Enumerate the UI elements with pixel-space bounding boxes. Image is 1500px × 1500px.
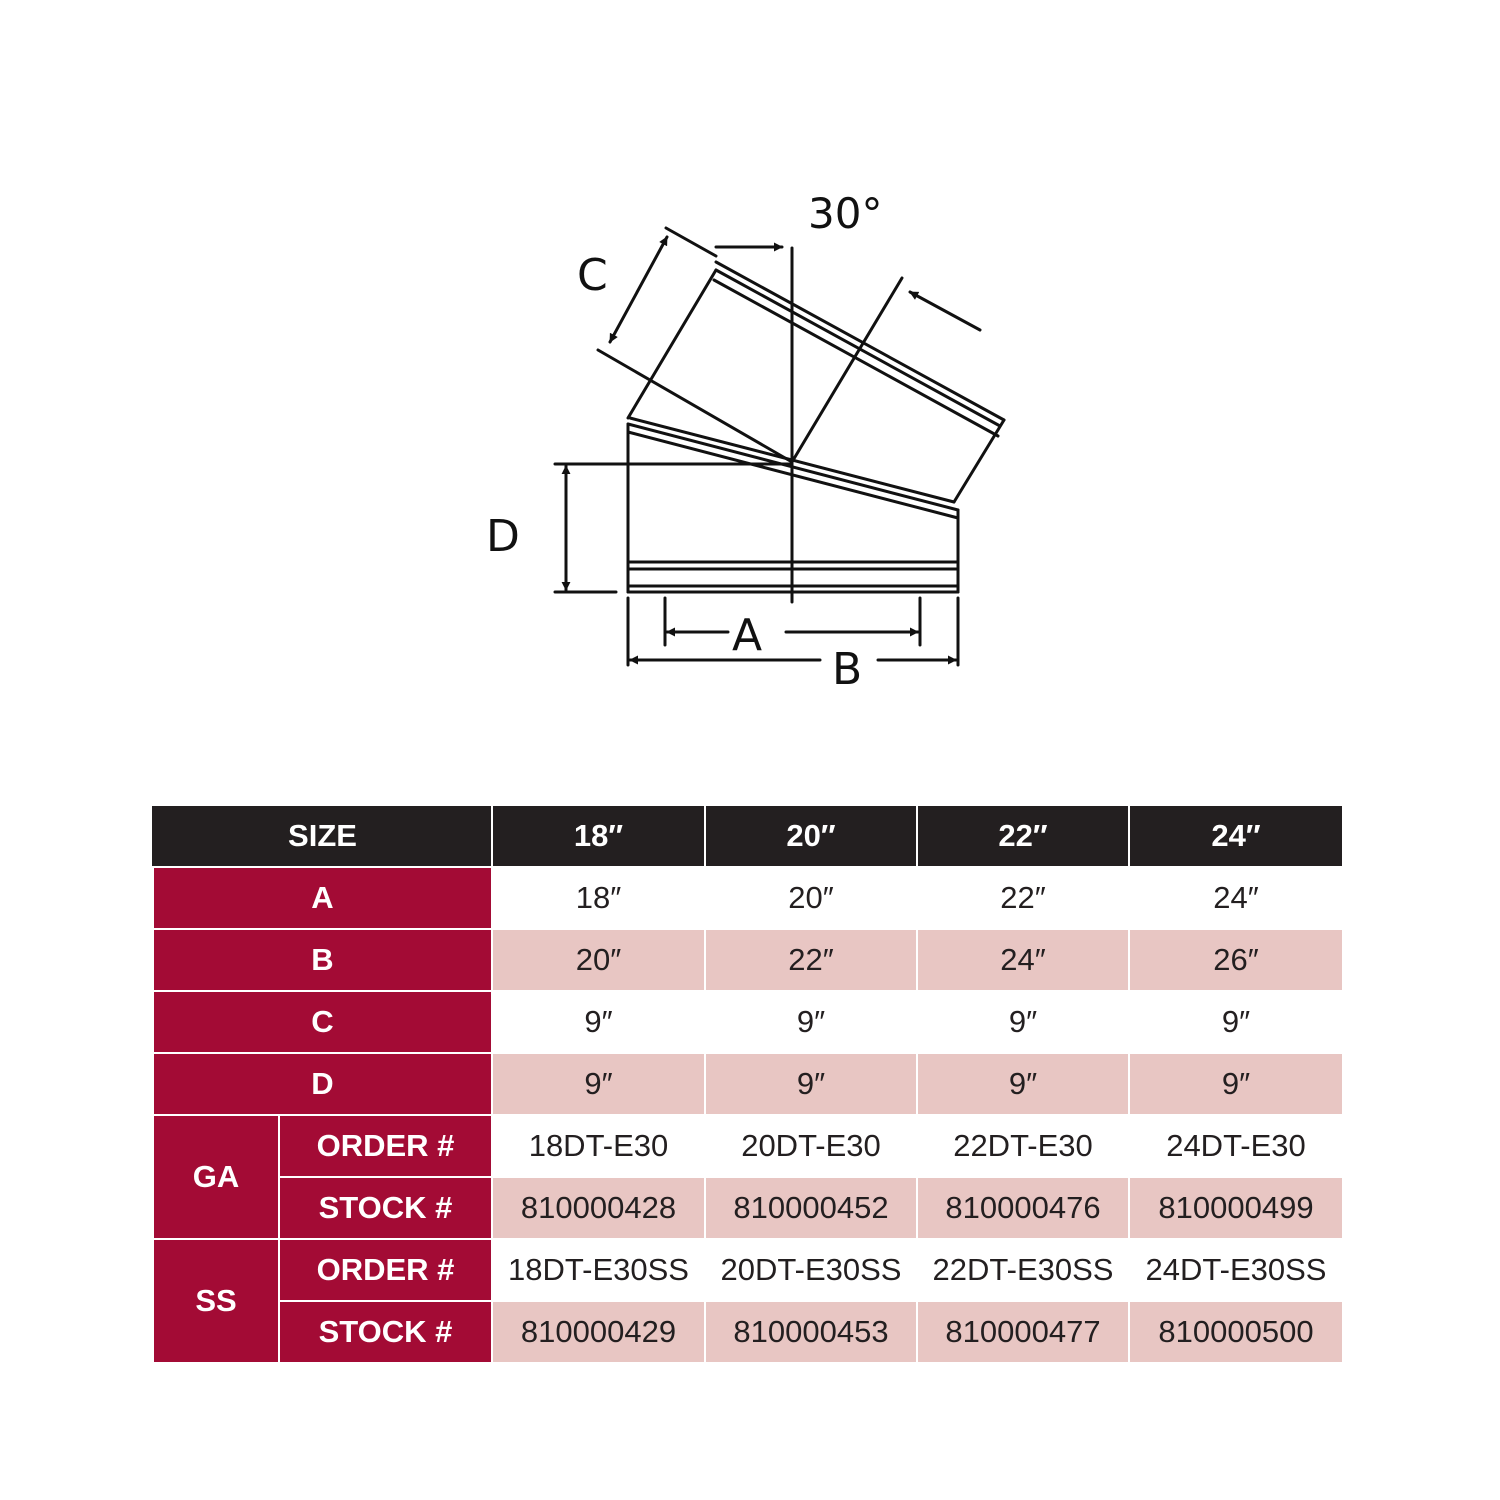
table-cell: 18DT-E30: [492, 1115, 705, 1177]
header-row: [153, 805, 1343, 867]
table-cell: 18DT-E30SS: [492, 1239, 705, 1301]
table-cell: 9″: [705, 991, 917, 1053]
angle-label: 30°: [808, 189, 883, 238]
table-cell: 9″: [1129, 991, 1343, 1053]
table-cell: 22DT-E30: [917, 1115, 1129, 1177]
table-cell: 18″: [492, 867, 705, 929]
table-row: [153, 929, 1343, 991]
row-label: ORDER #: [279, 1115, 492, 1177]
table-cell: 24DT-E30SS: [1129, 1239, 1343, 1301]
table-cell: 24″: [1129, 867, 1343, 929]
row-label: B: [153, 929, 492, 991]
size-header-cell: 18″: [492, 805, 705, 867]
group-label-ss: SS: [153, 1239, 279, 1363]
table-cell: 9″: [492, 1053, 705, 1115]
table-cell: 20DT-E30SS: [705, 1239, 917, 1301]
table-cell: 22DT-E30SS: [917, 1239, 1129, 1301]
table-cell: 22″: [917, 867, 1129, 929]
table-cell: 810000499: [1129, 1177, 1343, 1239]
table-cell: 810000477: [917, 1301, 1129, 1363]
angled-centerline: [792, 278, 902, 462]
table-cell: 9″: [705, 1053, 917, 1115]
a-label: A: [732, 610, 763, 661]
size-header-cell: 24″: [1129, 805, 1343, 867]
b-label: B: [832, 644, 863, 695]
table-cell: 20″: [492, 929, 705, 991]
row-label: D: [153, 1053, 492, 1115]
table-row: [153, 1053, 1343, 1115]
c-label: C: [577, 250, 608, 301]
row-label: STOCK #: [279, 1177, 492, 1239]
table-cell: 20DT-E30: [705, 1115, 917, 1177]
size-header-cell: 22″: [917, 805, 1129, 867]
table-cell: 20″: [705, 867, 917, 929]
table-cell: 9″: [917, 991, 1129, 1053]
table-row: [153, 991, 1343, 1053]
table-cell: 9″: [1129, 1053, 1343, 1115]
row-label: A: [153, 867, 492, 929]
table-row: [153, 1177, 1343, 1239]
d-label: D: [486, 511, 520, 562]
c-top-reference-line: [666, 228, 716, 256]
table-cell: 810000452: [705, 1177, 917, 1239]
spec-table: [152, 804, 1344, 1364]
table-cell: 810000428: [492, 1177, 705, 1239]
table-cell: 810000476: [917, 1177, 1129, 1239]
group-label-ga: GA: [153, 1115, 279, 1239]
table-row: [153, 867, 1343, 929]
table-row: [153, 1239, 1343, 1301]
size-header-cell: 20″: [705, 805, 917, 867]
row-label: C: [153, 991, 492, 1053]
angle-pointer-arrow: [910, 292, 980, 330]
row-label: STOCK #: [279, 1301, 492, 1363]
table-cell: 9″: [492, 991, 705, 1053]
table-cell: 810000429: [492, 1301, 705, 1363]
c-dimension-arrow: [610, 237, 667, 342]
table-cell: 24″: [917, 929, 1129, 991]
table-cell: 810000453: [705, 1301, 917, 1363]
table-row: [153, 1115, 1343, 1177]
table-cell: 810000500: [1129, 1301, 1343, 1363]
size-header: SIZE: [153, 805, 492, 867]
table-cell: 24DT-E30: [1129, 1115, 1343, 1177]
table-cell: 22″: [705, 929, 917, 991]
row-label: ORDER #: [279, 1239, 492, 1301]
table-row: [153, 1301, 1343, 1363]
table-cell: 26″: [1129, 929, 1343, 991]
table-cell: 9″: [917, 1053, 1129, 1115]
